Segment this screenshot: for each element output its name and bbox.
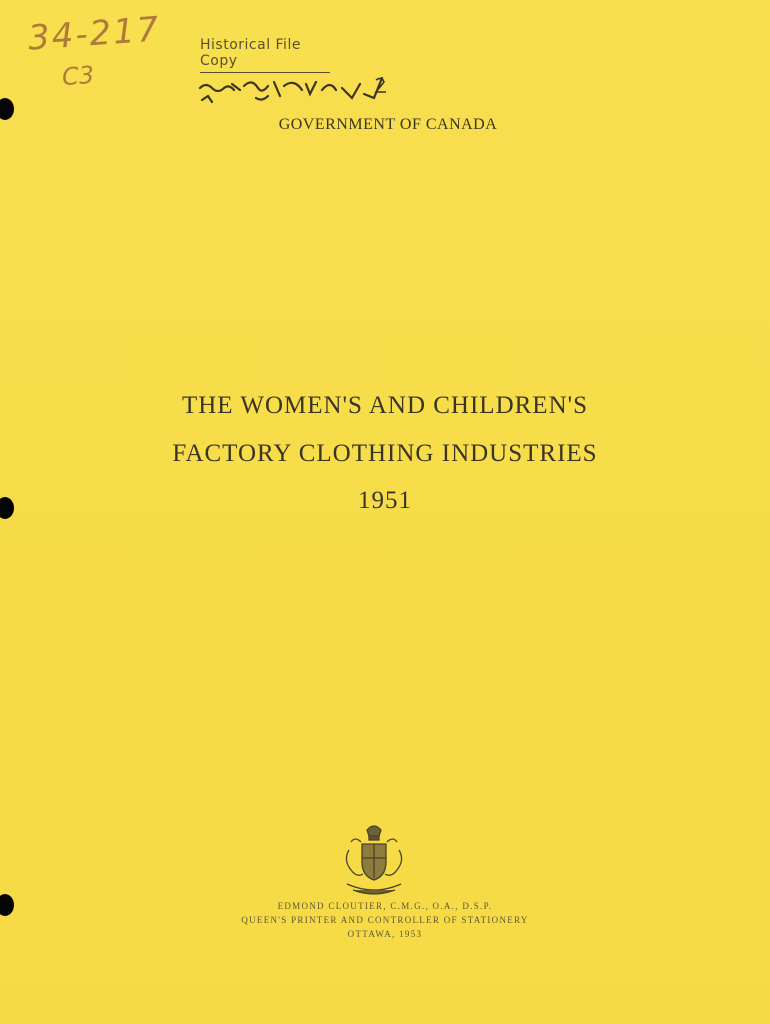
- handwritten-reference-number: 34-217: [26, 9, 162, 59]
- publication-year: 1951: [358, 487, 412, 514]
- imprint-printer-title: QUEEN'S PRINTER AND CONTROLLER OF STATIONERY: [241, 915, 529, 925]
- historical-file-copy-stamp: Historical File Copy: [200, 37, 330, 73]
- title-line-2: FACTORY CLOTHING INDUSTRIES: [172, 440, 598, 467]
- government-heading: GOVERNMENT OF CANADA: [278, 116, 498, 133]
- handwritten-note: C3: [61, 60, 95, 92]
- signature-icon: [196, 70, 396, 110]
- imprint-place-date: OTTAWA, 1953: [347, 929, 423, 939]
- coat-of-arms-icon: [341, 820, 407, 900]
- title-line-1: THE WOMEN'S AND CHILDREN'S: [181, 392, 589, 419]
- imprint-printer-name: EDMOND CLOUTIER, C.M.G., O.A., D.S.P.: [277, 901, 493, 911]
